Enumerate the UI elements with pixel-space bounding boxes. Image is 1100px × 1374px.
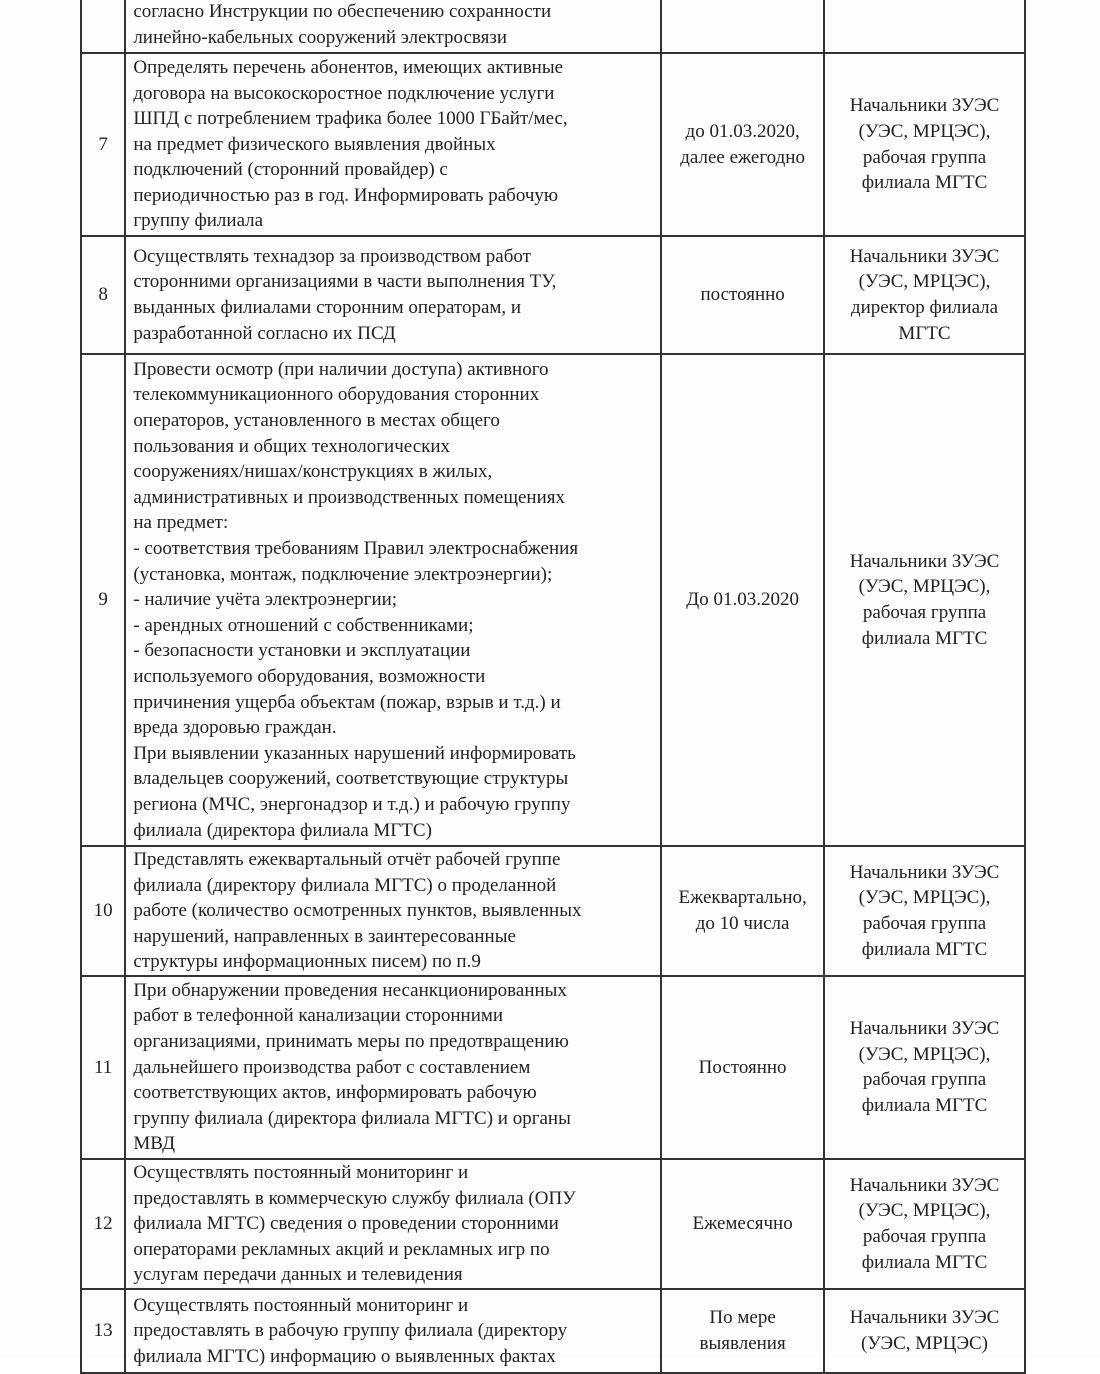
deadline: до 01.03.2020, далее ежегодно xyxy=(661,53,824,236)
deadline: Ежеквартально, до 10 числа xyxy=(661,846,824,976)
row-number: 13 xyxy=(81,1289,125,1373)
table-row xyxy=(81,0,1025,53)
task-text: Провести осмотр (при наличии доступа) активного телекоммуникационного оборудования сторонних операторов, установленного в местах общего пользования и общих технологических сооружениях/нишах/конструкциях в жилых, административных и производственных помещениях на предмет: - соответствия требованиям Правил электроснабжения (установка, монтаж, подключение электроэнергии); - наличие учёта электроэнергии; - арендных отношений с собственниками; - безопасности установки и эксплуатации используемого оборудования, возможности причинения ущерба объектам (пожар, взрыв и т.д.) и вреда здоровью граждан. При выявлении указанных нарушений информировать владельцев сооружений, соответствующие структуры региона (МЧС, энергонадзор и т.д.) и рабочую группу филиала (директора филиала МГТС) xyxy=(125,354,661,846)
table-row xyxy=(81,846,1025,976)
deadline: Ежемесячно xyxy=(661,1159,824,1289)
responsible xyxy=(824,0,1025,53)
row-number xyxy=(81,0,125,53)
row-number: 11 xyxy=(81,976,125,1159)
responsible: Начальники ЗУЭС (УЭС, МРЦЭС), рабочая группа филиала МГТС xyxy=(824,354,1025,846)
task-text: Определять перечень абонентов, имеющих активные договора на высокоскоростное подключение услуги ШПД с потреблением трафика более 1000 ГБайт/мес, на предмет физического выявления двойных подключений (сторонний провайдер) с периодичностью раз в год. Информировать рабочую группу филиала xyxy=(125,53,661,236)
responsible: Начальники ЗУЭС (УЭС, МРЦЭС), рабочая группа филиала МГТС xyxy=(824,846,1025,976)
task-text: При обнаружении проведения несанкционированных работ в телефонной канализации сторонними организациями, принимать меры по предотвращению дальнейшего производства работ с составлением соответствующих актов, информировать рабочую группу филиала (директора филиала МГТС) и органы МВД xyxy=(125,976,661,1159)
responsible: Начальники ЗУЭС (УЭС, МРЦЭС) xyxy=(824,1289,1025,1373)
responsible: Начальники ЗУЭС (УЭС, МРЦЭС), рабочая группа филиала МГТС xyxy=(824,976,1025,1159)
deadline: Постоянно xyxy=(661,976,824,1159)
row-number: 7 xyxy=(81,53,125,236)
task-text: согласно Инструкции по обеспечению сохранности линейно-кабельных сооружений электросвязи xyxy=(125,0,661,53)
task-text: Представлять ежеквартальный отчёт рабочей группе филиала (директору филиала МГТС) о проделанной работе (количество осмотренных пунктов, выявленных нарушений, направленных в заинтересованные структуры информационных писем) по п.9 xyxy=(125,846,661,976)
deadline: По мере выявления xyxy=(661,1289,824,1373)
task-text: Осуществлять постоянный мониторинг и предоставлять в коммерческую службу филиала (ОПУ филиала МГТС) сведения о проведении сторонними операторами рекламных акций и рекламных игр по услугам передачи данных и телевидения xyxy=(125,1159,661,1289)
row-number: 12 xyxy=(81,1159,125,1289)
deadline: До 01.03.2020 xyxy=(661,354,824,846)
responsible: Начальники ЗУЭС (УЭС, МРЦЭС), директор филиала МГТС xyxy=(824,236,1025,354)
table-row xyxy=(81,1159,1025,1289)
responsible: Начальники ЗУЭС (УЭС, МРЦЭС), рабочая группа филиала МГТС xyxy=(824,53,1025,236)
table-row xyxy=(81,354,1025,846)
deadline: постоянно xyxy=(661,236,824,354)
table-row xyxy=(81,976,1025,1159)
table-row xyxy=(81,1289,1025,1373)
row-number: 9 xyxy=(81,354,125,846)
table-row xyxy=(81,53,1025,236)
table-row xyxy=(81,236,1025,354)
plan-table xyxy=(80,0,1026,1374)
task-text: Осуществлять технадзор за производством работ сторонними организациями в части выполнения ТУ, выданных филиалами сторонним операторам, и разработанной согласно их ПСД xyxy=(125,236,661,354)
task-text: Осуществлять постоянный мониторинг и предоставлять в рабочую группу филиала (директору филиала МГТС) информацию о выявленных фактах xyxy=(125,1289,661,1373)
row-number: 8 xyxy=(81,236,125,354)
deadline xyxy=(661,0,824,53)
row-number: 10 xyxy=(81,846,125,976)
responsible: Начальники ЗУЭС (УЭС, МРЦЭС), рабочая группа филиала МГТС xyxy=(824,1159,1025,1289)
